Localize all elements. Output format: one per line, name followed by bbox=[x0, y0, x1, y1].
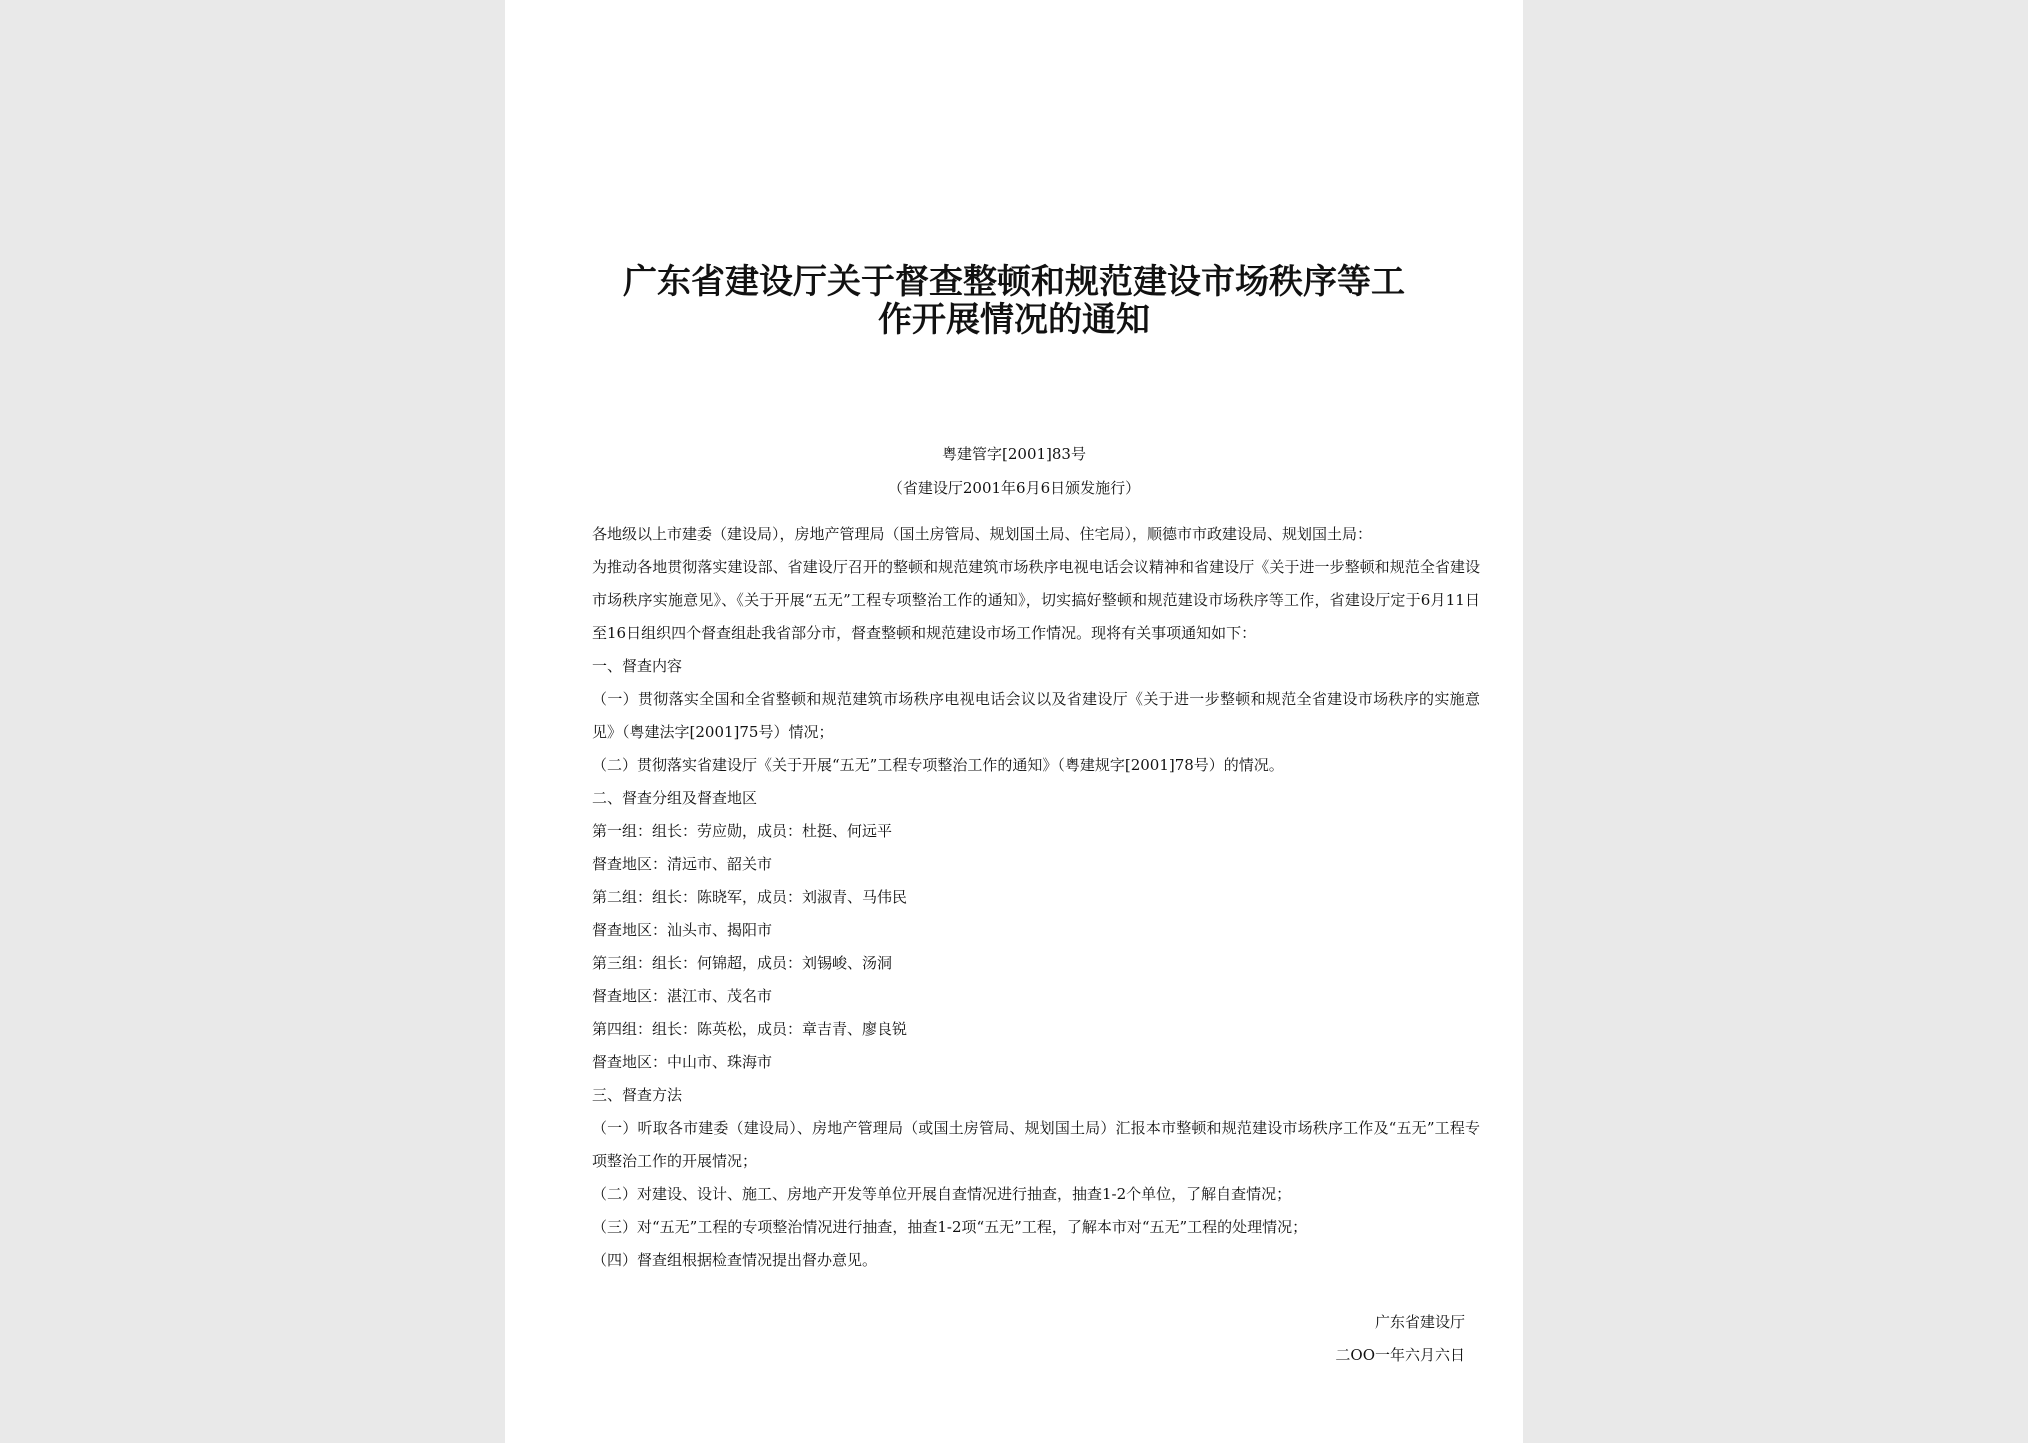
addressee: 各地级以上市建委（建设局），房地产管理局（国土房管局、规划国土局、住宅局），顺德市市政建设局、规划国土局： bbox=[592, 525, 1373, 543]
group3: 第三组：组长：何锦超，成员：刘锡峻、汤洞 bbox=[592, 954, 893, 972]
document-number: 粤建管字[2001]83号 bbox=[942, 445, 1086, 463]
issue-note: （省建设厅2001年6月6日颁发施行） bbox=[887, 479, 1141, 497]
intro-paragraph: 为推动各地贯彻落实建设部、省建设厅召开的整顿和规范建筑市场秩序电视电话会议精神和省建设厅《关于进一步整顿和规范全省建设市场秩序实施意见》、《关于开展“五无”工程专项整治工作的通知》，切实搞好整顿和规范建设市场秩序等工作，省建设厅定于6月11日至16日组织四个督查组赴我省部分市，督查整顿和规范建设市场工作情况。现将有关事项通知如下： bbox=[592, 558, 1480, 642]
section3-heading: 三、督查方法 bbox=[592, 1086, 683, 1104]
document-page bbox=[505, 0, 1523, 1443]
group1: 第一组：组长：劳应勋，成员：杜挺、何远平 bbox=[592, 822, 893, 840]
document-title-line2: 作开展情况的通知 bbox=[878, 300, 1150, 340]
group3-area: 督查地区：湛江市、茂名市 bbox=[592, 987, 773, 1005]
sign-date: 二OO一年六月六日 bbox=[1335, 1346, 1465, 1364]
section3-item3: （三）对“五无”工程的专项整治情况进行抽查，抽查1-2项“五无”工程，了解本市对“五无”工程的处理情况； bbox=[592, 1218, 1308, 1236]
section3-item1: （一）听取各市建委（建设局）、房地产管理局（或国土房管局、规划国土局）汇报本市整顿和规范建设市场秩序工作及“五无”工程专项整治工作的开展情况； bbox=[592, 1119, 1480, 1170]
group4-area: 督查地区：中山市、珠海市 bbox=[592, 1053, 773, 1071]
group1-area: 督查地区：清远市、韶关市 bbox=[592, 855, 773, 873]
section3-item2: （二）对建设、设计、施工、房地产开发等单位开展自查情况进行抽查，抽查1-2个单位，了解自查情况； bbox=[592, 1185, 1292, 1203]
group4: 第四组：组长：陈英松，成员：章吉青、廖良锐 bbox=[592, 1020, 908, 1038]
group2: 第二组：组长：陈晓军，成员：刘淑青、马伟民 bbox=[592, 888, 908, 906]
signatory: 广东省建设厅 bbox=[1374, 1313, 1465, 1331]
section2-heading: 二、督查分组及督查地区 bbox=[592, 789, 758, 807]
section1-heading: 一、督查内容 bbox=[592, 657, 683, 675]
document-title-line1: 广东省建设厅关于督查整顿和规范建设市场秩序等工 bbox=[623, 262, 1405, 302]
document-body bbox=[560, 518, 1480, 1277]
group2-area: 督查地区：汕头市、揭阳市 bbox=[592, 921, 773, 939]
section3-item4: （四）督查组根据检查情况提出督办意见。 bbox=[592, 1251, 878, 1269]
section1-item1: （一）贯彻落实全国和全省整顿和规范建筑市场秩序电视电话会议以及省建设厅《关于进一步整顿和规范全省建设市场秩序的实施意见》（粤建法字[2001]75号）情况； bbox=[592, 690, 1480, 741]
section1-item2: （二）贯彻落实省建设厅《关于开展“五无”工程专项整治工作的通知》（粤建规字[2001]78号）的情况。 bbox=[592, 756, 1284, 774]
